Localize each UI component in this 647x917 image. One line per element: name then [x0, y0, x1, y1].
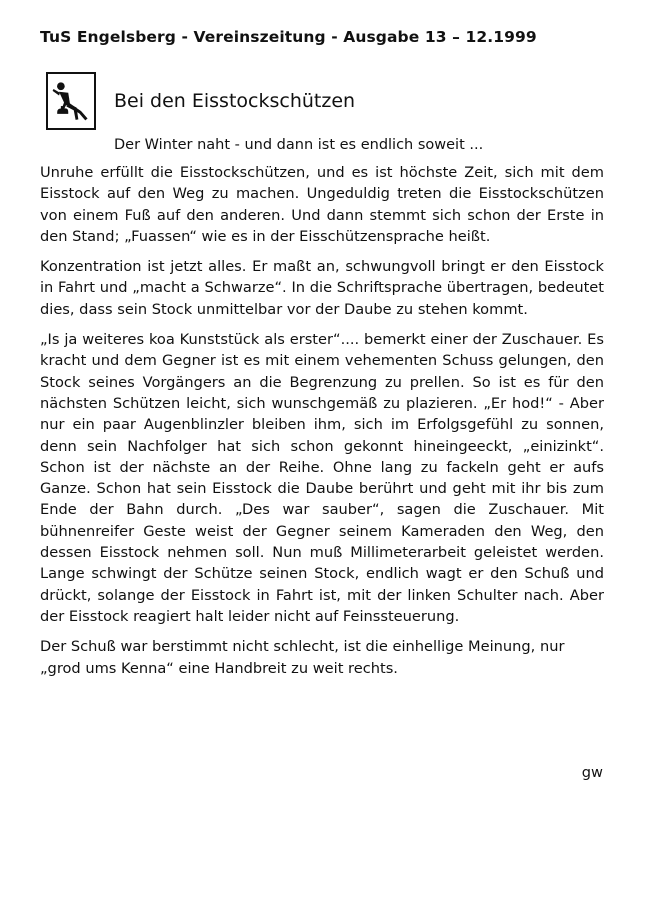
article-body	[40, 162, 604, 688]
curler-pictogram-icon	[46, 72, 96, 130]
article-paragraph: Unruhe erfüllt die Eisstockschützen, und es ist höchste Zeit, sich mit dem Eisstock auf den Weg zu machen. Ungeduldig treten die Eisstockschützen von einem Fuß auf den anderen. Und dann stemmt sich schon der Erste in den Stand; „Fuassen“ wie es in der Eisschützensprache heißt.	[40, 164, 604, 245]
article-paragraph: „Is ja weiteres koa Kunststück als erster“.... bemerkt einer der Zuschauer. Es kracht und dem Gegner ist es mit einem vehementen Schuss gelungen, den Stock seines Vorgängers an die Begrenzung zu prellen. So ist es für den nächsten Schützen leicht, sich wunschgemäß zu plazieren. „Er hod!“ - Aber nur ein paar Augenblinzler bleiben ihm, sich im Erfolgsgefühl zu sonnen, denn sein Nachfolger hat sich schon gekonnt hineingeeckt, „einizinkt“. Schon ist der nächste an der Reihe. Ohne lang zu fackeln geht er aufs Ganze. Schon hat sein Eisstock die Daube berührt und geht mit ihr bis zum Ende der Bahn durch. „Des war sauber“, sagen die Zuschauer. Mit bühnenreifer Geste weist der Gegner seinem Kameraden den Weg, den dessen Eisstock nehmen soll. Nun muß Millimeterarbeit geleistet werden. Lange schwingt der Schütze seinen Stock, endlich wagt er den Schuß und drückt, solange der Eisstock in Fahrt ist, mit der linken Schulter nach. Aber der Eisstock reagiert halt leider nicht auf Feinssteuerung.	[40, 331, 604, 625]
article-paragraph: Konzentration ist jetzt alles. Er maßt an, schwungvoll bringt er den Eisstock in Fahrt und „macht a Schwarze“. In die Schriftsprache übertragen, bedeutet dies, dass sein Stock unmittelbar vor der Daube zu stehen kommt.	[40, 258, 604, 318]
curler-pictogram-svg	[48, 74, 94, 128]
newsletter-header: TuS Engelsberg - Vereinszeitung - Ausgabe 13 – 12.1999	[40, 28, 537, 46]
article-intro: Der Winter naht - und dann ist es endlich soweit ...	[114, 137, 484, 153]
article-title: Bei den Eisstockschützen	[114, 90, 356, 112]
article-paragraph: Der Schuß war berstimmt nicht schlecht, ist die einhellige Meinung, nur „grod ums Kenna“ eine Handbreit zu weit rechts.	[40, 638, 565, 677]
author-signature: gw	[581, 764, 603, 781]
